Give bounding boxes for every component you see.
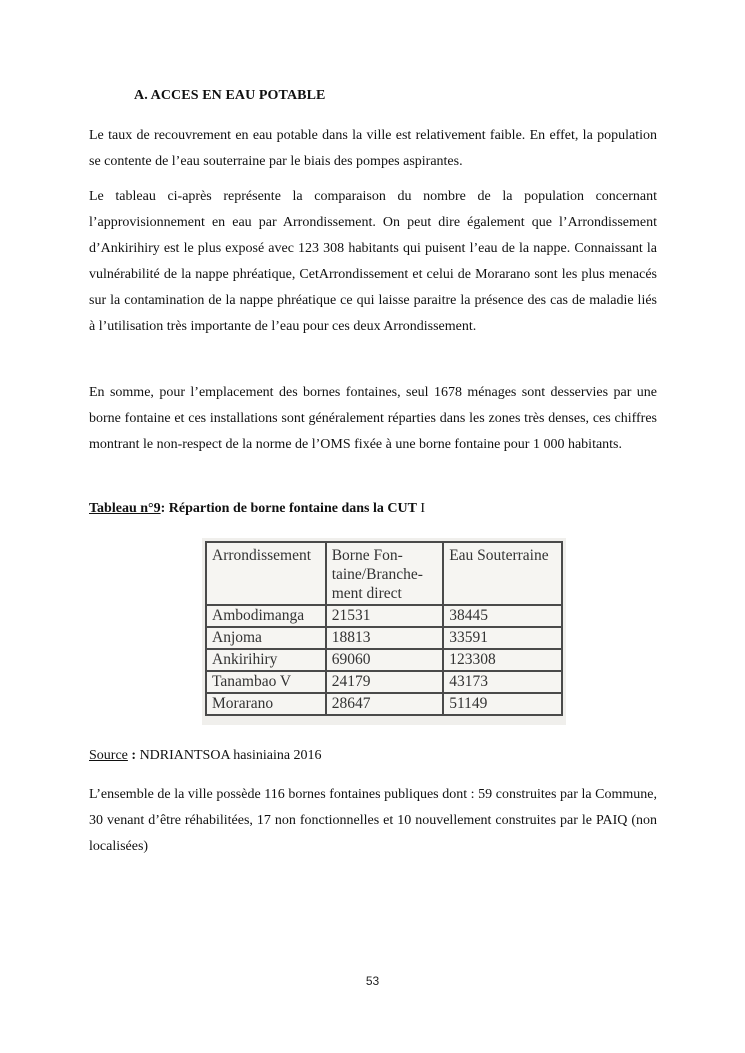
page-number: 53 xyxy=(365,974,380,988)
cell-arrondissement: Ambodimanga xyxy=(206,605,326,627)
table-caption-suffix: I xyxy=(416,501,426,516)
paragraph-comparison: Le tableau ci-après représente la comparaison du nombre de la population concernant l’approvisionnement en eau par Arrondissement. On peut dire également que l’Arrondissement d’Ankirihiry est le plus exposé avec 123 308 habitants qui puisent l’eau de la nappe. Connaissant la vulnérabilité de la nappe phréatique, CetArrondissement et celui de Morarano sont les plus menacés sur la contamination de la nappe phréatique ce qui laisse paraitre la présence des cas de maladie liés à l’utilisation très importante de l’eau pour ces deux Arrondissement. xyxy=(89,189,657,334)
cell-borne-fontaine: 69060 xyxy=(326,649,444,671)
table-row xyxy=(206,649,562,671)
cell-arrondissement: Anjoma xyxy=(206,627,326,649)
cell-eau-souterraine: 38445 xyxy=(443,605,562,627)
cell-borne-fontaine: 21531 xyxy=(326,605,444,627)
header-line: ment direct xyxy=(331,585,402,602)
cell-eau-souterraine: 43173 xyxy=(443,671,562,693)
header-cell-borne-fontaine xyxy=(326,542,444,605)
cell-arrondissement: Tanambao V xyxy=(206,671,326,693)
header-line: Borne Fon- xyxy=(331,547,403,564)
table-row xyxy=(206,605,562,627)
cell-eau-souterraine: 33591 xyxy=(443,627,562,649)
table-row xyxy=(206,671,562,693)
cell-arrondissement: Morarano xyxy=(206,693,326,715)
paragraph-summary: En somme, pour l’emplacement des bornes fontaines, seul 1678 ménages sont desservies par une borne fontaine et ces installations sont généralement réparties dans les zones très denses, ces chiffres montrant le non-respect de la norme de l’OMS fixée à une borne fontaine pour 1 000 habitants. xyxy=(89,385,657,452)
header-line: Arrondissement xyxy=(212,547,312,564)
paragraph-intro: Le taux de recouvrement en eau potable dans la ville est relativement faible. En effet, la population se contente de l’eau souterraine par le biais des pompes aspirantes. xyxy=(89,128,657,169)
table-row xyxy=(206,693,562,715)
header-cell-arrondissement xyxy=(206,542,326,605)
header-line: Eau Souterraine xyxy=(449,547,549,564)
table-caption-text: : Répartion de borne fontaine dans la CUT xyxy=(160,501,417,516)
cell-arrondissement: Ankirihiry xyxy=(206,649,326,671)
header-line: taine/Branche- xyxy=(331,566,423,583)
table-row xyxy=(206,627,562,649)
header-cell-eau-souterraine xyxy=(443,542,562,605)
fountain-distribution-table xyxy=(205,541,563,716)
table-image xyxy=(202,538,566,725)
cell-borne-fontaine: 18813 xyxy=(326,627,444,649)
source-line xyxy=(89,746,322,766)
cell-eau-souterraine: 123308 xyxy=(443,649,562,671)
section-heading: A. ACCES EN EAU POTABLE xyxy=(134,88,326,103)
paragraph-closing: L’ensemble de la ville possède 116 bornes fontaines publiques dont : 59 construites par la Commune, 30 venant d’être réhabilitées, 17 non fonctionnelles et 10 nouvellement construites par le PAIQ (non localisées) xyxy=(89,787,657,854)
source-text: NDRIANTSOA hasiniaina 2016 xyxy=(136,748,322,763)
cell-eau-souterraine: 51149 xyxy=(443,693,562,715)
source-colon: : xyxy=(127,748,137,763)
source-label: Source xyxy=(89,748,128,763)
cell-borne-fontaine: 28647 xyxy=(326,693,444,715)
table-caption-label: Tableau n°9 xyxy=(89,501,161,516)
cell-borne-fontaine: 24179 xyxy=(326,671,444,693)
table-header-row xyxy=(206,542,562,605)
table-caption xyxy=(89,499,425,519)
